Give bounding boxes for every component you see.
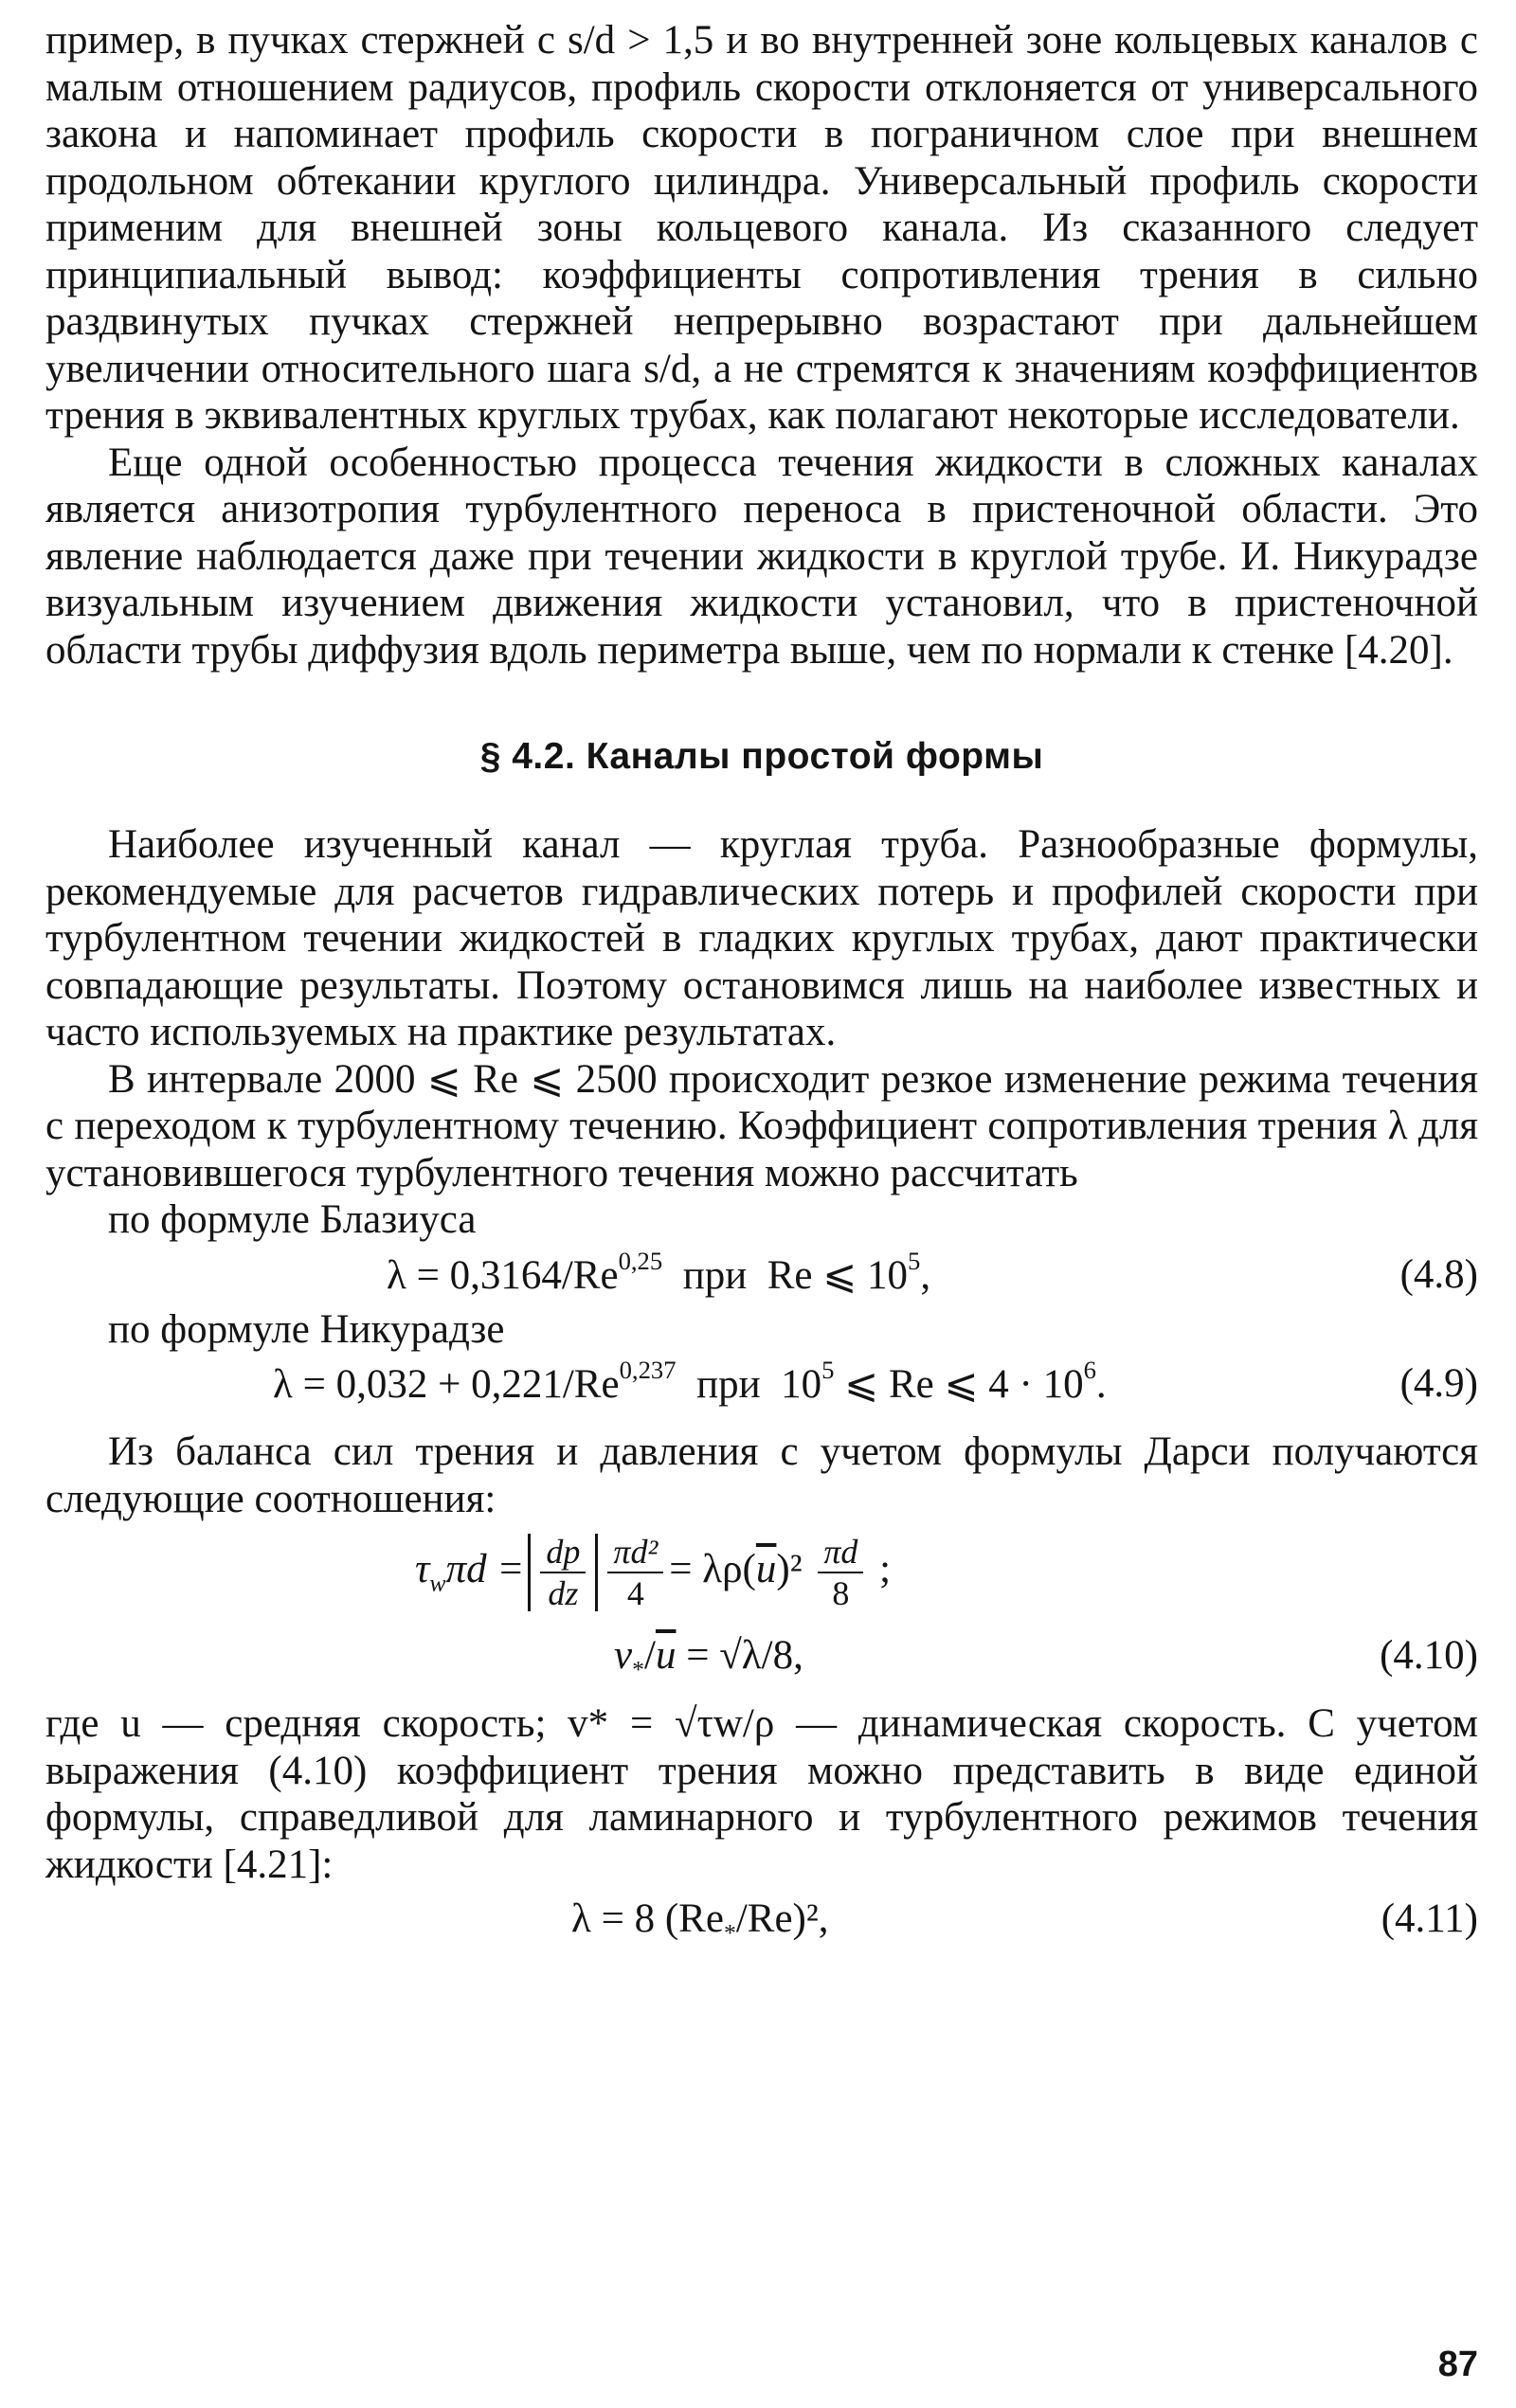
eq-tau-ubar: $\overline{u}$ xyxy=(755,1546,777,1591)
equation-tau-body xyxy=(415,1532,891,1613)
eq-tau-lhs-sub: w xyxy=(429,1569,446,1597)
eq-4-10-v: v xyxy=(614,1633,633,1678)
eq-4-9-tail: . xyxy=(1095,1362,1107,1407)
paragraph-dynamic-velocity: где u — средняя скорость; v* = √τw/ρ — динамическая скорость. С учетом выражения (4.10) коэффициент трения можно представить в виде единой формулы, справедливой для ламинарного и турбулентного режимов течения жидкости [4.21]: xyxy=(45,1701,1478,1887)
section-title: § 4.2. Каналы простой формы xyxy=(479,736,1044,777)
eq-tau-tail: ; xyxy=(869,1546,892,1591)
eq-4-11-sub: * xyxy=(723,1918,736,1947)
eq-4-8-cond-exp: 5 xyxy=(908,1246,921,1275)
eq-tau-lhs: τ xyxy=(415,1546,430,1591)
equation-4-11-body xyxy=(571,1896,829,1948)
eq-4-9-cond: при 10 xyxy=(676,1362,822,1407)
eq-4-8-exp: 0,25 xyxy=(618,1246,663,1275)
equation-number-4-11: (4.11) xyxy=(1381,1896,1478,1941)
eq-4-9-left: λ = 0,032 + 0,221/Re xyxy=(273,1362,620,1407)
eq-4-10-ubar: $\overline{u}$ xyxy=(655,1633,677,1678)
frac-dp: dp xyxy=(540,1532,586,1573)
eq-4-11-text: λ = 8 (Re xyxy=(571,1896,724,1941)
frac-dz: dz xyxy=(548,1574,579,1612)
equation-4-8 xyxy=(45,1244,1478,1306)
eq-4-10-slash: / xyxy=(644,1633,656,1678)
frac-pid2: πd² xyxy=(607,1532,663,1573)
paragraph-transition: В интервале 2000 ⩽ Re ⩽ 2500 происходит резкое изменение режима течения с переходом к турбулентному течению. Коэффициент сопротивления трения λ для установившегося турбулентного течения можно рассчитать xyxy=(45,1056,1478,1195)
paragraph-force-balance: Из баланса сил трения и давления с учетом формулы Дарси получаются следующие соотношения: xyxy=(45,1429,1478,1521)
equation-4-10 xyxy=(45,1625,1478,1687)
eq-4-9-cond-exp: 5 xyxy=(821,1356,835,1385)
eq-4-8-cond: при Re ⩽ 10 xyxy=(662,1252,909,1298)
eq-4-9-cond2-exp: 6 xyxy=(1083,1356,1096,1385)
paragraph-anisotropy: Еще одной особенностью процесса течения жидкости в сложных каналах является анизотропия турбулентного переноса в пристеночной области. Это явление наблюдается даже при течении жидкости в круглой трубе. И. Никурадзе визуальным изучением движения жидкости установил, что в пристеночной области трубы диффузия вдоль периметра выше, чем по нормали к стенке [4.20]. xyxy=(45,440,1478,673)
equation-number-4-9: (4.9) xyxy=(1399,1361,1478,1406)
paragraph-profile-deviation: пример, в пучках стержней с s/d > 1,5 и во внутренней зоне кольцевых каналов с малым отношением радиусов, профиль скорости отклоняется от универсального закона и напоминает профиль скорости в пограничном слое при внешнем продольном обтекании круглого цилиндра. Универсальный профиль скорости применим для внешней зоны кольцевого канала. Из сказанного следует принципиальный вывод: коэффициенты сопротивления трения в сильно раздвинутых пучках стержней непрерывно возрастают при дальнейшем увеличении относительного шага s/d, а не стремятся к значениям коэффициентов трения в эквивалентных круглых трубах, как полагают некоторые исследователи. xyxy=(45,18,1478,438)
eq-4-10-sub: * xyxy=(632,1655,644,1683)
eq-4-9-exp: 0,237 xyxy=(619,1356,677,1385)
abs-bar-left xyxy=(528,1534,531,1611)
equation-number-4-8: (4.8) xyxy=(1399,1251,1478,1297)
frac-4: 4 xyxy=(626,1574,644,1612)
eq-4-8-left: λ = 0,3164/Re xyxy=(387,1252,619,1298)
equation-4-10-body xyxy=(614,1632,803,1684)
paragraph-round-pipe: Наиболее изученный канал — круглая труба. Разнообразные формулы, рекомендуемые для расчетов гидравлических потерь и профилей скорости при турбулентном течении жидкостей в гладких круглых трубах, дают практически совпадающие результаты. Поэтому остановимся лишь на наиболее известных и часто используемых на практике результатах. xyxy=(45,822,1478,1054)
page xyxy=(45,17,1478,2385)
lead-blasius: по формуле Блазиуса xyxy=(108,1197,477,1242)
frac-dp-dz xyxy=(540,1532,586,1613)
equation-4-8-body xyxy=(387,1246,931,1299)
frac-8: 8 xyxy=(832,1574,850,1612)
equation-4-9 xyxy=(45,1353,1478,1415)
abs-bar-right xyxy=(595,1534,598,1611)
eq-tau-lhs2: πd = xyxy=(445,1546,525,1591)
page-number: 87 xyxy=(1437,2345,1478,2384)
frac-pid2-4 xyxy=(607,1532,663,1613)
eq-4-11-rest: /Re)², xyxy=(735,1896,829,1941)
equation-number-4-10: (4.10) xyxy=(1380,1633,1478,1678)
frac-pid: πd xyxy=(818,1532,863,1573)
eq-4-8-tail: , xyxy=(920,1252,931,1298)
eq-tau-mid: = λρ( xyxy=(669,1546,756,1591)
equation-4-9-body xyxy=(273,1356,1107,1408)
lead-nikuradse: по формуле Никурадзе xyxy=(108,1306,505,1352)
frac-pid-8 xyxy=(818,1532,863,1613)
equation-4-11 xyxy=(45,1888,1478,1950)
equation-tau xyxy=(45,1522,1478,1625)
eq-4-10-rest: = √λ/8, xyxy=(676,1633,803,1678)
eq-tau-mid2: )² xyxy=(776,1546,813,1591)
eq-4-9-cond2: ⩽ Re ⩽ 4 · 10 xyxy=(834,1362,1084,1407)
